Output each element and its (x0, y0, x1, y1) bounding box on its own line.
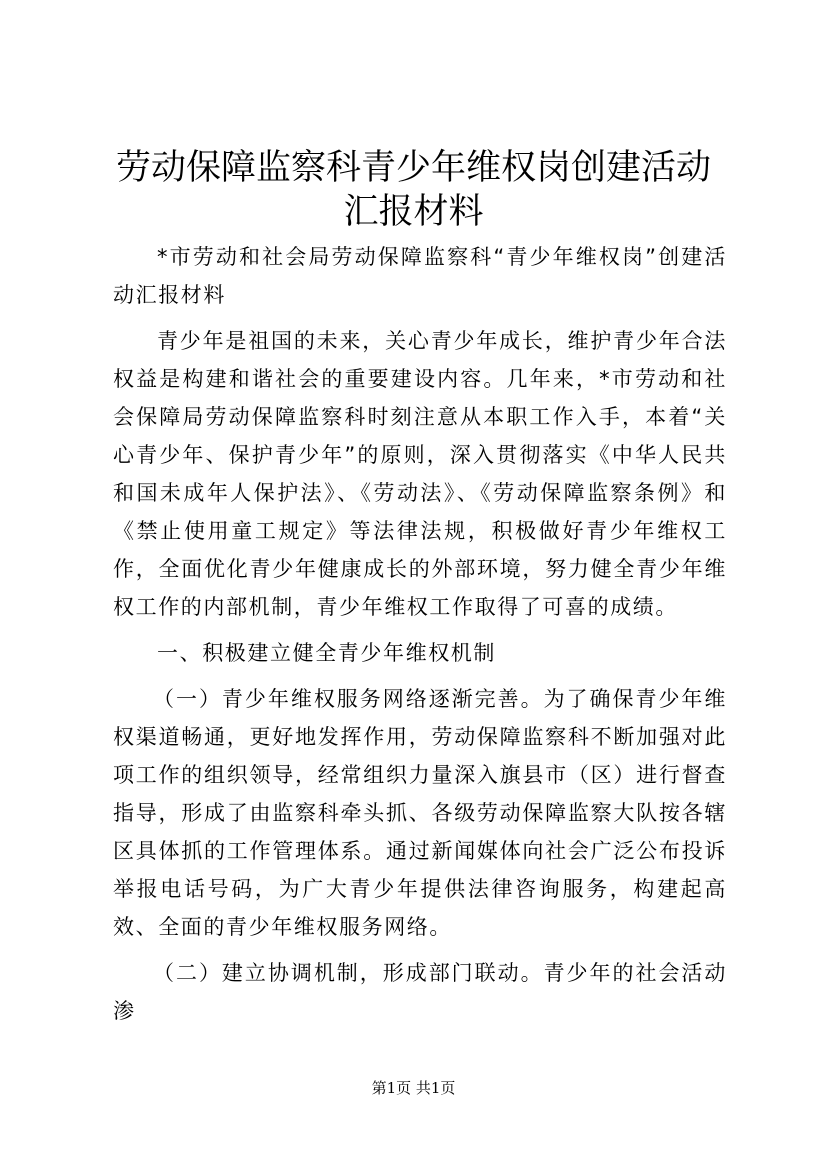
section-heading: 一、积极建立健全青少年维权机制 (157, 641, 496, 665)
paragraph-section-2: （二）建立协调机制，形成部门联动。青少年的社会活动渗 (113, 961, 727, 1023)
page-number: 第1页 共1页 (371, 1079, 456, 1097)
document-body (113, 238, 727, 1038)
paragraph-intro: 青少年是祖国的未来，关心青少年成长，维护青少年合法权益是构建和谐社会的重要建设内容。几年来，*市劳动和社会保障局劳动保障监察科时刻注意从本职工作入手，本着“关心青少年、保护青少年”的原则，深入贯彻落实《中华人民共和国未成年人保护法》、《劳动法》、《劳动保障监察条例》和《禁止使用童工规定》等法律法规，积极做好青少年维权工作，全面优化青少年健康成长的外部环境，努力健全青少年维权工作的内部机制，青少年维权工作取得了可喜的成绩。 (113, 329, 727, 619)
paragraph-subtitle: *市劳动和社会局劳动保障监察科“青少年维权岗”创建活动汇报材料 (113, 245, 727, 307)
document-title: 劳动保障监察科青少年维权岗创建活动汇报材料 (115, 148, 711, 232)
paragraph-section-1: （一）青少年维权服务网络逐渐完善。为了确保青少年维权渠道畅通，更好地发挥作用，劳动保障监察科不断加强对此项工作的组织领导，经常组织力量深入旗县市（区）进行督查指导，形成了由监察科牵头抓、各级劳动保障监察大队按各辖区具体抓的工作管理体系。通过新闻媒体向社会广泛公布投诉举报电话号码，为广大青少年提供法律咨询服务，构建起高效、全面的青少年维权服务网络。 (113, 687, 727, 939)
